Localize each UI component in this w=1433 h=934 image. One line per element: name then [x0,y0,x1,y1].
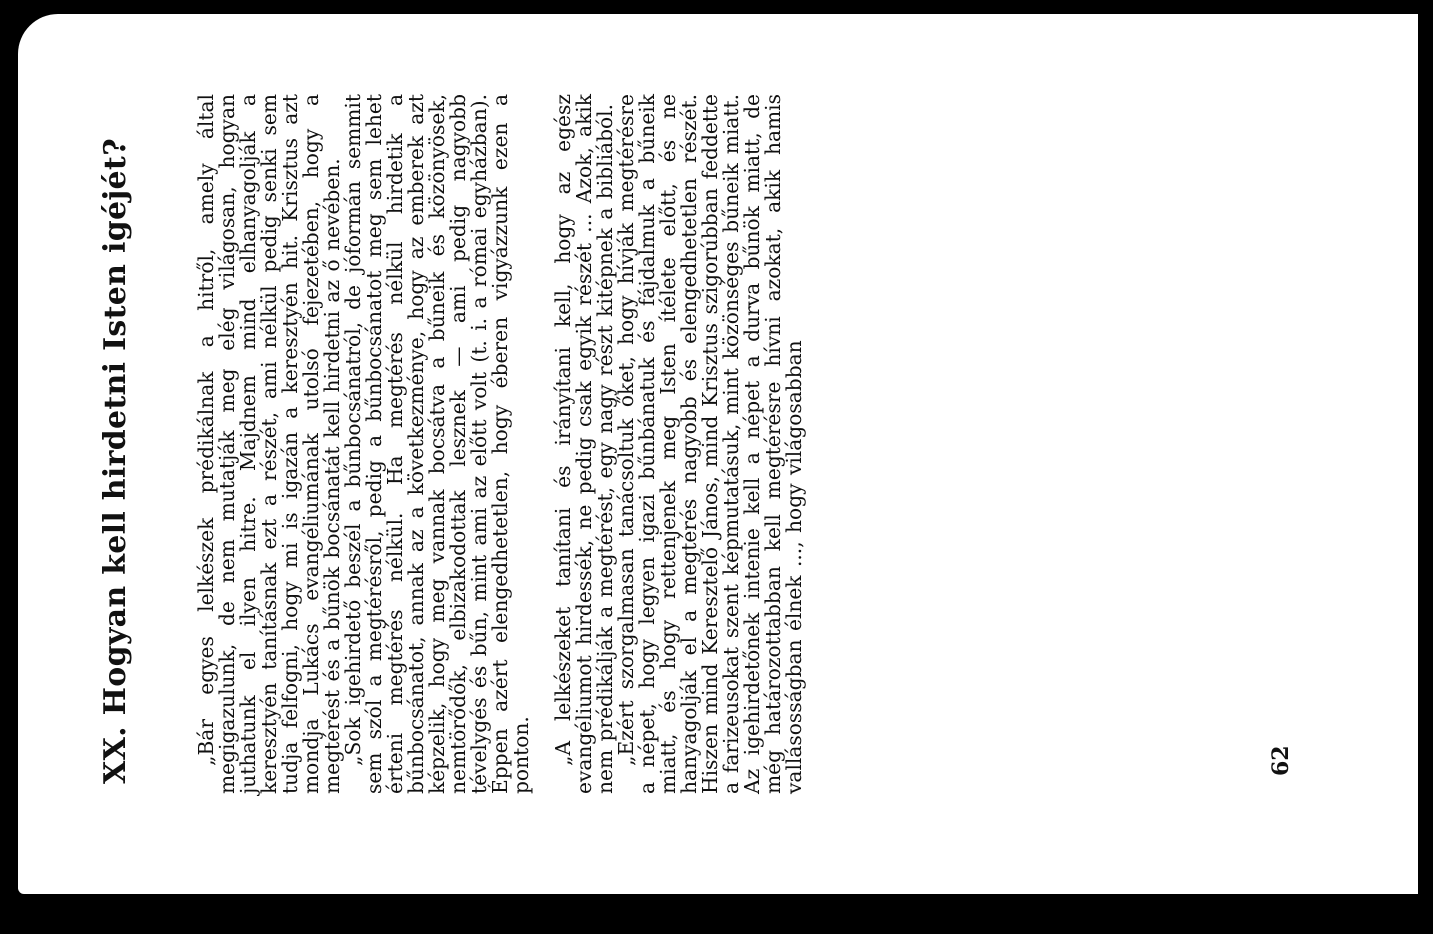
paragraph-4: „Ezért szorgalmasan tanácsoltuk őket, hogy hívják megtérésre a népet, hogy legyen igazi bűnbánatuk és fájdalmuk a bűneik miatt, és hogy rettenjenek meg Isten ítélete előtt, és ne hanyagolják el a megtérés nagyobb és elengedhetetlen részét. Hiszen mind Keresztelő János, mind Krisztus szigorúbban feddette a farizeusokat szent képmutatásuk, mint közönséges bűneik miatt. Az igehirdetőnek intenie kell a népet a durva bűnök miatt, de még határozottabban kell megtérésre hívni azokat, akik hamis vallásosságban élnek ..., hogy világosabban [614,94,806,794]
paragraph-1: „Bár egyes lelkészek prédikálnak a hitről, amely által megigazulunk, de nem mutatják meg elég világosan, hogyan juthatunk el ilyen hitre. Majdnem mind elhanyagolják a keresztyén tanításnak ezt a részét, ami nélkül pedig senki sem tudja felfogni, hogy mi is igazán a keresztyén hit. Krisztus azt mondja Lukács evangéliumának utolsó fejezetében, hogy a megtérést és a bűnök bocsánatát kell hirdetni az ő nevében. [194,94,344,794]
page-body [196,94,805,794]
page-number: 62 [1268,745,1294,776]
chapter-heading: XX. Hogyan kell hirdetni Isten igéjét? [98,138,133,784]
rotated-page-content [18,34,1418,894]
paragraph-3: „A lelkészeket tanítani és irányítani kell, hogy az egész evangéliumot hirdessék, ne pedig csak egyik részét ... Azok, akik nem prédikálják a megtérést, egy nagy részt kitépnek a bibliából. [551,94,617,794]
book-page [18,14,1418,894]
paragraph-2: „Sok igehirdető beszél a bűnbocsánatról, de jóformán semmit sem szól a megtérésről, pedig a bűnbocsánatot meg sem lehet érteni megtérés nélkül. Ha megtérés nélkül hirdetik a bűnbocsánatot, annak az a következménye, hogy az emberek azt képzelik, hogy meg vannak bocsátva a bűneik és közönyösek, nemtörődők, elbizakodottak lesznek — ami pedig nagyobb tévelygés és bűn, mint ami az előtt volt (t. i. a római egyházban). Éppen azért elengedhetetlen, hogy éberen vigyázzunk ezen a ponton. [341,94,533,794]
